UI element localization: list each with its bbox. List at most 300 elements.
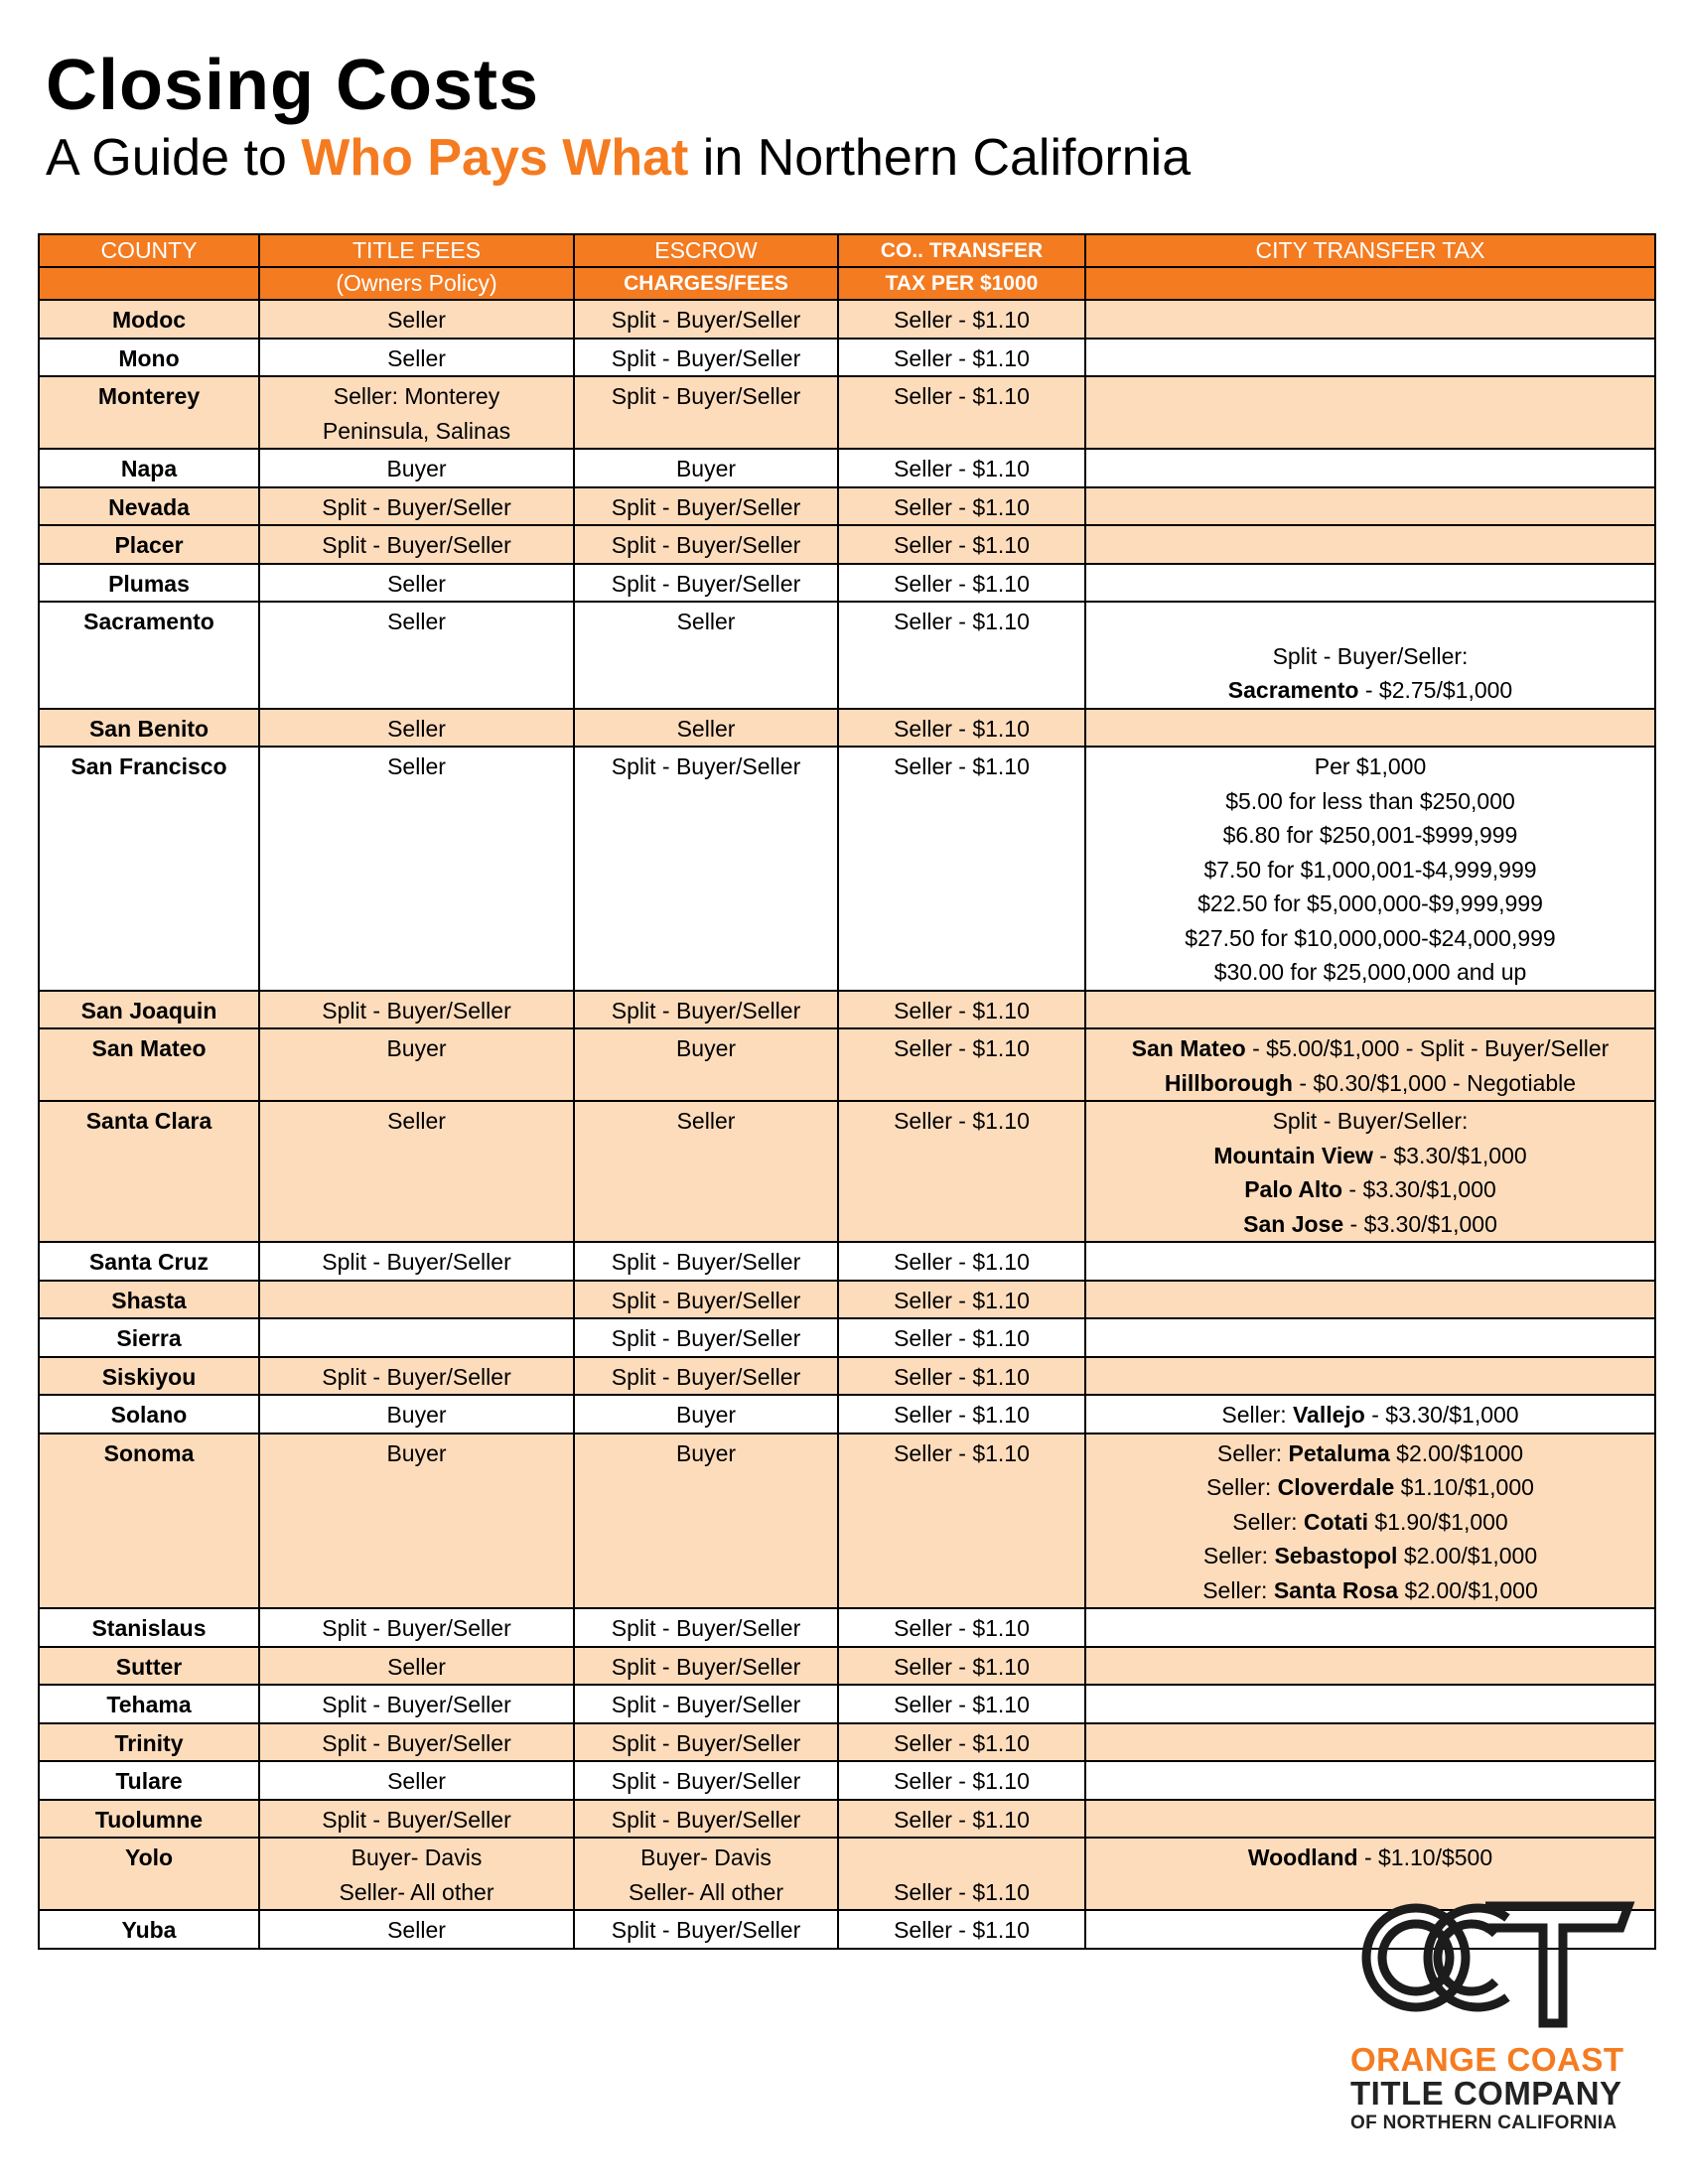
title-fees-cell: [259, 747, 574, 991]
title-fees-cell: [259, 1608, 574, 1647]
table-row: [39, 1281, 1655, 1319]
subtitle-prefix: A Guide to: [46, 129, 302, 187]
title-fees-cell: [259, 602, 574, 709]
city-transfer-tax-cell: [1085, 339, 1655, 377]
county-cell: Sacramento: [39, 602, 259, 709]
city-line-rate: $2.00/$1000: [1389, 1439, 1524, 1466]
cell-line: Seller - $1.10: [894, 1402, 1030, 1428]
city-line-rate: - $1.10/$500: [1357, 1844, 1493, 1870]
cell-line: Split - Buyer/Seller: [322, 493, 511, 520]
city-line-prefix: Per $1,000: [1314, 753, 1427, 779]
escrow-cell: [574, 1761, 838, 1800]
county-cell: Tuolumne: [39, 1800, 259, 1839]
escrow-cell: [574, 1101, 838, 1242]
city-transfer-tax-cell: [1085, 1761, 1655, 1800]
escrow-cell: [574, 1910, 838, 1949]
title-fees-cell: [259, 1685, 574, 1723]
escrow-cell: [574, 1800, 838, 1839]
city-line-prefix: Seller:: [1202, 1543, 1275, 1569]
cell-line: [1090, 921, 1650, 956]
table-body: [39, 300, 1655, 1949]
cell-line: Split - Buyer/Seller: [611, 1768, 801, 1794]
cell-line: Split - Buyer/Seller: [611, 570, 801, 597]
transfer-tax-cell: [838, 709, 1085, 748]
city-transfer-tax-cell: [1085, 1685, 1655, 1723]
city-transfer-tax-cell: [1085, 449, 1655, 487]
escrow-cell: [574, 747, 838, 991]
city-name: Santa Rosa: [1273, 1576, 1399, 1603]
table-row: [39, 1101, 1655, 1242]
city-transfer-tax-cell: [1085, 376, 1655, 449]
escrow-cell: [574, 449, 838, 487]
transfer-tax-cell: [838, 1608, 1085, 1647]
county-cell: San Francisco: [39, 747, 259, 991]
cell-line: Seller - $1.10: [894, 1806, 1030, 1833]
city-line-prefix: Seller:: [1216, 1439, 1289, 1466]
title-fees-cell: [259, 1433, 574, 1609]
transfer-tax-cell: [838, 376, 1085, 449]
cell-line: Buyer- Davis: [351, 1844, 483, 1870]
table-row: [39, 747, 1655, 991]
city-line-rate: - $3.30/$1,000: [1364, 1402, 1519, 1428]
cell-line: [1090, 955, 1650, 990]
cell-line: Buyer: [386, 1035, 447, 1061]
title-fees-cell: [259, 487, 574, 526]
transfer-tax-cell: [838, 991, 1085, 1029]
closing-costs-table: [38, 233, 1656, 1950]
cell-line: Seller - $1.10: [894, 1439, 1030, 1466]
county-cell: Modoc: [39, 300, 259, 339]
cell-line: Seller - $1.10: [894, 1035, 1030, 1061]
header-escrow: ESCROW: [574, 234, 838, 267]
city-line-prefix: Seller:: [1202, 1576, 1274, 1603]
transfer-tax-cell: [838, 1723, 1085, 1762]
cell-line: Seller - $1.10: [894, 456, 1030, 481]
title-fees-cell: [259, 1910, 574, 1949]
escrow-cell: [574, 1685, 838, 1723]
title-fees-cell: [259, 1281, 574, 1319]
city-name: Palo Alto: [1244, 1176, 1343, 1202]
city-line-prefix: $30.00 for $25,000,000 and up: [1213, 959, 1527, 985]
escrow-cell: [574, 1433, 838, 1609]
city-line-prefix: $6.80 for $250,001-$999,999: [1222, 822, 1518, 848]
county-cell: Yuba: [39, 1910, 259, 1949]
escrow-cell: [574, 1395, 838, 1433]
table-row: [39, 1028, 1655, 1101]
cell-line: [843, 1841, 1080, 1875]
transfer-tax-cell: [838, 564, 1085, 603]
title-fees-cell: [259, 991, 574, 1029]
cell-line: Split - Buyer/Seller: [322, 1249, 511, 1275]
transfer-tax-cell: [838, 1395, 1085, 1433]
cell-line: Peninsula, Salinas: [322, 417, 511, 444]
table-row: [39, 1357, 1655, 1396]
table-row: [39, 1647, 1655, 1686]
cell-line: Seller - $1.10: [894, 1768, 1030, 1794]
transfer-tax-cell: [838, 487, 1085, 526]
county-cell: Yolo: [39, 1838, 259, 1910]
title-fees-cell: [259, 1395, 574, 1433]
title-fees-cell: [259, 1800, 574, 1839]
header-city-sub: [1085, 267, 1655, 300]
cell-line: Seller: [387, 307, 446, 333]
cell-line: [1090, 639, 1650, 674]
cell-line: Seller - $1.10: [894, 1363, 1030, 1390]
county-cell: Napa: [39, 449, 259, 487]
city-transfer-tax-cell: [1085, 1608, 1655, 1647]
cell-line: Seller - $1.10: [894, 1729, 1030, 1756]
county-cell: Nevada: [39, 487, 259, 526]
title-fees-cell: [259, 376, 574, 449]
cell-line: Split - Buyer/Seller: [611, 1363, 801, 1390]
cell-line: Seller - $1.10: [894, 1692, 1030, 1717]
cell-line: Seller - $1.10: [894, 1325, 1030, 1351]
table-row: [39, 376, 1655, 449]
city-line-rate: $2.00/$1,000: [1397, 1543, 1538, 1569]
escrow-cell: [574, 339, 838, 377]
city-transfer-tax-cell: [1085, 300, 1655, 339]
transfer-tax-cell: [838, 300, 1085, 339]
cell-line: Split - Buyer/Seller: [611, 1249, 801, 1275]
subtitle-accent: Who Pays What: [301, 129, 689, 187]
city-line-prefix: Seller:: [1221, 1402, 1293, 1428]
escrow-cell: [574, 1357, 838, 1396]
city-line-rate: - $3.30/$1,000: [1343, 1210, 1497, 1237]
cell-line: [1090, 1031, 1650, 1066]
logo-line-orange-coast: ORANGE COAST: [1350, 2041, 1624, 2078]
escrow-cell: [574, 1318, 838, 1357]
transfer-tax-cell: [838, 1685, 1085, 1723]
cell-line: Seller- All other: [629, 1878, 783, 1905]
table-row: [39, 525, 1655, 564]
county-cell: Sierra: [39, 1318, 259, 1357]
cell-line: [1090, 1505, 1650, 1540]
city-transfer-tax-cell: [1085, 487, 1655, 526]
city-transfer-tax-cell: [1085, 1647, 1655, 1686]
title-fees-cell: [259, 1028, 574, 1101]
cell-line: Split - Buyer/Seller: [611, 753, 801, 779]
logo-line-title-company: TITLE COMPANY: [1350, 2075, 1622, 2112]
cell-line: [1090, 1841, 1650, 1875]
oct-logo-mark-icon: [1358, 1896, 1636, 2035]
city-transfer-tax-cell: [1085, 709, 1655, 748]
escrow-cell: [574, 709, 838, 748]
title-fees-cell: [259, 1318, 574, 1357]
county-cell: Santa Cruz: [39, 1242, 259, 1281]
county-cell: San Benito: [39, 709, 259, 748]
table-row: [39, 449, 1655, 487]
city-line-prefix: $22.50 for $5,000,000-$9,999,999: [1197, 890, 1543, 916]
title-fees-cell: [259, 1761, 574, 1800]
cell-line: Seller - $1.10: [894, 570, 1030, 597]
city-name: Petaluma: [1288, 1439, 1390, 1466]
city-line-rate: - $0.30/$1,000 - Negotiable: [1292, 1069, 1577, 1096]
cell-line: Split - Buyer/Seller: [611, 1729, 801, 1756]
escrow-cell: [574, 602, 838, 709]
cell-line: [1090, 750, 1650, 784]
county-cell: Solano: [39, 1395, 259, 1433]
escrow-cell: [574, 564, 838, 603]
city-line-prefix: Seller:: [1206, 1474, 1278, 1500]
cell-line: [1090, 1398, 1650, 1433]
city-transfer-tax-cell: [1085, 1318, 1655, 1357]
cell-line: Seller: [387, 1768, 446, 1794]
cell-line: Seller - $1.10: [894, 344, 1030, 371]
cell-line: [1090, 887, 1650, 921]
header-county-sub: [39, 267, 259, 300]
cell-line: Seller: [676, 1108, 736, 1134]
table-row: [39, 1608, 1655, 1647]
city-line-rate: - $2.75/$1,000: [1358, 677, 1513, 703]
transfer-tax-cell: [838, 339, 1085, 377]
title-fees-cell: [259, 300, 574, 339]
county-cell: Trinity: [39, 1723, 259, 1762]
county-cell: Tehama: [39, 1685, 259, 1723]
header-county: COUNTY: [39, 234, 259, 267]
transfer-tax-cell: [838, 1281, 1085, 1319]
transfer-tax-cell: [838, 1838, 1085, 1910]
city-transfer-tax-cell: [1085, 991, 1655, 1029]
transfer-tax-cell: [838, 1101, 1085, 1242]
title-fees-cell: [259, 1838, 574, 1910]
table-header: [39, 234, 1655, 300]
escrow-cell: [574, 487, 838, 526]
city-line-rate: $2.00/$1,000: [1398, 1576, 1538, 1603]
cell-line: Split - Buyer/Seller: [322, 1615, 511, 1641]
cell-line: Seller - $1.10: [894, 1108, 1030, 1134]
city-transfer-tax-cell: [1085, 1028, 1655, 1101]
transfer-tax-cell: [838, 1433, 1085, 1609]
cell-line: Seller: [387, 1653, 446, 1680]
cell-line: Buyer- Davis: [640, 1844, 772, 1870]
cell-line: Split - Buyer/Seller: [322, 1692, 511, 1717]
county-cell: San Mateo: [39, 1028, 259, 1101]
cell-line: Seller- All other: [339, 1878, 494, 1905]
table-row: [39, 1761, 1655, 1800]
city-transfer-tax-cell: [1085, 602, 1655, 709]
city-transfer-tax-cell: [1085, 1800, 1655, 1839]
escrow-cell: [574, 1028, 838, 1101]
transfer-tax-cell: [838, 1357, 1085, 1396]
escrow-cell: [574, 1281, 838, 1319]
cell-line: Seller - $1.10: [894, 715, 1030, 742]
cell-line: Seller: [387, 753, 446, 779]
cell-line: Seller: [387, 344, 446, 371]
cell-line: Buyer: [675, 456, 737, 481]
cell-line: Seller - $1.10: [894, 609, 1030, 634]
table-row: [39, 487, 1655, 526]
table-row: [39, 339, 1655, 377]
cell-line: Split - Buyer/Seller: [611, 1653, 801, 1680]
cell-line: Seller: [387, 570, 446, 597]
city-line-prefix: $5.00 for less than $250,000: [1225, 787, 1515, 814]
cell-line: Seller: Monterey: [333, 383, 500, 409]
cell-line: [1090, 1436, 1650, 1471]
county-cell: Shasta: [39, 1281, 259, 1319]
transfer-tax-cell: [838, 525, 1085, 564]
county-cell: Tulare: [39, 1761, 259, 1800]
city-name: Vallejo: [1292, 1402, 1365, 1428]
escrow-cell: [574, 525, 838, 564]
page-subtitle: [46, 123, 1191, 193]
city-transfer-tax-cell: [1085, 564, 1655, 603]
cell-line: Seller - $1.10: [894, 532, 1030, 558]
cell-line: [1090, 1104, 1650, 1139]
cell-line: Buyer: [386, 456, 447, 481]
transfer-tax-cell: [838, 449, 1085, 487]
city-line-rate: - $3.30/$1,000: [1372, 1142, 1527, 1168]
county-cell: Monterey: [39, 376, 259, 449]
cell-line: Buyer: [386, 1402, 447, 1428]
cell-line: Split - Buyer/Seller: [611, 307, 801, 333]
cell-line: [1090, 673, 1650, 708]
transfer-tax-cell: [838, 1761, 1085, 1800]
city-line-prefix: Split - Buyer/Seller:: [1272, 1108, 1469, 1134]
cell-line: Split - Buyer/Seller: [611, 1615, 801, 1641]
city-line-prefix: Seller:: [1232, 1508, 1304, 1535]
cell-line: Split - Buyer/Seller: [611, 532, 801, 558]
cell-line: Split - Buyer/Seller: [611, 1692, 801, 1717]
city-name: Woodland: [1247, 1844, 1358, 1870]
cell-line: Buyer: [675, 1402, 737, 1428]
header-title-fees: TITLE FEES: [259, 234, 574, 267]
cell-line: Seller: [676, 715, 736, 742]
city-line-rate: $1.10/$1,000: [1394, 1474, 1534, 1500]
county-cell: Plumas: [39, 564, 259, 603]
cell-line: Split - Buyer/Seller: [322, 532, 511, 558]
cell-line: Seller - $1.10: [894, 753, 1030, 779]
cell-line: [1090, 1539, 1650, 1573]
city-name: San Jose: [1243, 1210, 1344, 1237]
city-line-rate: - $3.30/$1,000: [1342, 1176, 1496, 1202]
table-row: [39, 602, 1655, 709]
table-row: [39, 1242, 1655, 1281]
cell-line: Seller: [676, 609, 736, 634]
cell-line: Split - Buyer/Seller: [611, 493, 801, 520]
cell-line: Seller - $1.10: [894, 1917, 1030, 1943]
transfer-tax-cell: [838, 1800, 1085, 1839]
escrow-cell: [574, 300, 838, 339]
cell-line: Seller: [387, 1917, 446, 1943]
header-owners-policy: (Owners Policy): [259, 267, 574, 300]
cell-line: [1090, 818, 1650, 853]
transfer-tax-cell: [838, 1910, 1085, 1949]
county-cell: Stanislaus: [39, 1608, 259, 1647]
title-fees-cell: [259, 1647, 574, 1686]
cell-line: [1090, 1470, 1650, 1505]
cell-line: [1090, 784, 1650, 819]
city-transfer-tax-cell: [1085, 525, 1655, 564]
cell-line: Buyer: [675, 1439, 737, 1466]
county-cell: Sonoma: [39, 1433, 259, 1609]
header-city-transfer-tax: CITY TRANSFER TAX: [1085, 234, 1655, 267]
title-fees-cell: [259, 525, 574, 564]
title-fees-cell: [259, 1101, 574, 1242]
city-name: Cloverdale: [1277, 1474, 1395, 1500]
cell-line: Split - Buyer/Seller: [611, 344, 801, 371]
header-tax-per-1000: TAX PER $1000: [838, 267, 1085, 300]
city-transfer-tax-cell: [1085, 1395, 1655, 1433]
company-logo: [1350, 1896, 1648, 2134]
cell-line: [1090, 853, 1650, 887]
page-title: Closing Costs: [46, 46, 540, 125]
table-row: [39, 1723, 1655, 1762]
subtitle-suffix: in Northern California: [688, 129, 1192, 187]
escrow-cell: [574, 1242, 838, 1281]
header-row-2: [39, 267, 1655, 300]
city-line-prefix: Split - Buyer/Seller:: [1272, 642, 1469, 669]
transfer-tax-cell: [838, 1242, 1085, 1281]
cell-line: [1090, 1066, 1650, 1101]
city-transfer-tax-cell: [1085, 1242, 1655, 1281]
city-line-prefix: $7.50 for $1,000,001-$4,999,999: [1203, 856, 1537, 883]
city-name: Mountain View: [1213, 1142, 1373, 1168]
logo-line-northern-california: OF NORTHERN CALIFORNIA: [1350, 2113, 1618, 2133]
cell-line: Split - Buyer/Seller: [611, 997, 801, 1024]
table-row: [39, 709, 1655, 748]
transfer-tax-cell: [838, 1647, 1085, 1686]
city-line-prefix: $27.50 for $10,000,000-$24,000,999: [1185, 924, 1556, 951]
escrow-cell: [574, 991, 838, 1029]
cell-line: Seller: [387, 609, 446, 634]
city-transfer-tax-cell: [1085, 747, 1655, 991]
cell-line: Split - Buyer/Seller: [322, 1729, 511, 1756]
escrow-cell: [574, 1723, 838, 1762]
cell-line: Split - Buyer/Seller: [611, 1917, 801, 1943]
county-cell: Santa Clara: [39, 1101, 259, 1242]
escrow-cell: [574, 1647, 838, 1686]
escrow-cell: [574, 1838, 838, 1910]
city-name: Sebastopol: [1274, 1543, 1398, 1569]
cell-line: [1090, 1573, 1650, 1608]
transfer-tax-cell: [838, 602, 1085, 709]
county-cell: Mono: [39, 339, 259, 377]
table-row: [39, 1318, 1655, 1357]
cell-line: Seller - $1.10: [894, 997, 1030, 1024]
cell-line: Buyer: [386, 1439, 447, 1466]
table-row: [39, 1433, 1655, 1609]
cell-line: Split - Buyer/Seller: [322, 1806, 511, 1833]
city-transfer-tax-cell: [1085, 1101, 1655, 1242]
city-line-rate: - $5.00/$1,000 - Split - Buyer/Seller: [1245, 1035, 1610, 1061]
city-transfer-tax-cell: [1085, 1357, 1655, 1396]
title-fees-cell: [259, 1242, 574, 1281]
cell-line: [1090, 1172, 1650, 1207]
cell-line: Seller: [387, 1108, 446, 1134]
title-fees-cell: [259, 564, 574, 603]
county-cell: Siskiyou: [39, 1357, 259, 1396]
cell-line: [1090, 1139, 1650, 1173]
cell-line: [1090, 605, 1650, 639]
cell-line: Buyer: [675, 1035, 737, 1061]
cell-line: Split - Buyer/Seller: [611, 383, 801, 409]
city-name: Cotati: [1303, 1508, 1369, 1535]
table-row: [39, 1685, 1655, 1723]
table-row: [39, 1800, 1655, 1839]
cell-line: Seller - $1.10: [894, 1653, 1030, 1680]
transfer-tax-cell: [838, 1028, 1085, 1101]
header-co-transfer: CO.. TRANSFER: [838, 234, 1085, 267]
cell-line: Seller - $1.10: [894, 1249, 1030, 1275]
cell-line: Seller - $1.10: [894, 307, 1030, 333]
title-fees-cell: [259, 449, 574, 487]
table-row: [39, 300, 1655, 339]
city-transfer-tax-cell: [1085, 1433, 1655, 1609]
transfer-tax-cell: [838, 747, 1085, 991]
header-charges-fees: CHARGES/FEES: [574, 267, 838, 300]
county-cell: Placer: [39, 525, 259, 564]
city-transfer-tax-cell: [1085, 1281, 1655, 1319]
